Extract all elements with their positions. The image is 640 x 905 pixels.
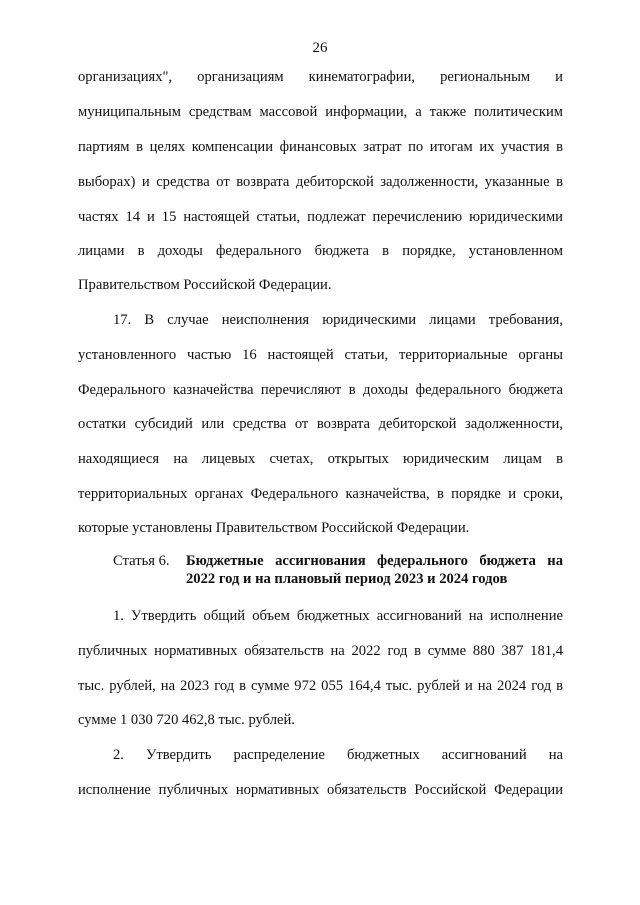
text-line: организациях", организациям кинематографии, региональным и: [78, 69, 563, 85]
text-line: Правительством Российской Федерации.: [78, 277, 332, 293]
text-line: находящиеся на лицевых счетах, открытых юридическим лицам в: [78, 451, 563, 467]
text-line: муниципальным средствам массовой информации, а также политическим: [78, 104, 563, 120]
text-line: публичных нормативных обязательств на 2022 год в сумме 880 387 181,4: [78, 643, 563, 659]
text-line: частях 14 и 15 настоящей статьи, подлежат перечислению юридическими: [78, 209, 563, 225]
page-number: 26: [312, 40, 328, 56]
article-title-line2: 2022 год и на плановый период 2023 и 2024 годов: [186, 571, 508, 587]
text-line: тыс. рублей, на 2023 год в сумме 972 055 164,4 тыс. рублей и на 2024 год в: [78, 678, 563, 694]
text-line: остатки субсидий или средства от возврата дебиторской задолженности,: [78, 416, 563, 432]
text-line: выборах) и средства от возврата дебиторской задолженности, указанные в: [78, 174, 563, 190]
text-line: партиям в целях компенсации финансовых затрат по итогам их участия в: [78, 139, 563, 155]
text-line: которые установлены Правительством Российской Федерации.: [78, 520, 470, 536]
point-1-first-line: 1. Утвердить общий объем бюджетных ассигнований на исполнение: [113, 608, 563, 624]
text-line: территориальных органах Федерального казначейства, в порядке и сроки,: [78, 486, 563, 502]
text-line: исполнение публичных нормативных обязательств Российской Федерации: [78, 782, 563, 798]
paragraph-17-first-line: 17. В случае неисполнения юридическими лицами требования,: [113, 312, 563, 328]
text-line: лицами в доходы федерального бюджета в порядке, установленном: [78, 243, 563, 259]
text-line: установленного частью 16 настоящей статьи, территориальные органы: [78, 347, 563, 363]
article-title-line1: Бюджетные ассигнования федерального бюджета на: [186, 553, 563, 569]
text-line: сумме 1 030 720 462,8 тыс. рублей.: [78, 712, 295, 728]
text-line: Федерального казначейства перечисляют в доходы федерального бюджета: [78, 382, 563, 398]
article-label: Статья 6.: [113, 553, 170, 569]
point-2-first-line: 2. Утвердить распределение бюджетных ассигнований на: [113, 747, 563, 763]
